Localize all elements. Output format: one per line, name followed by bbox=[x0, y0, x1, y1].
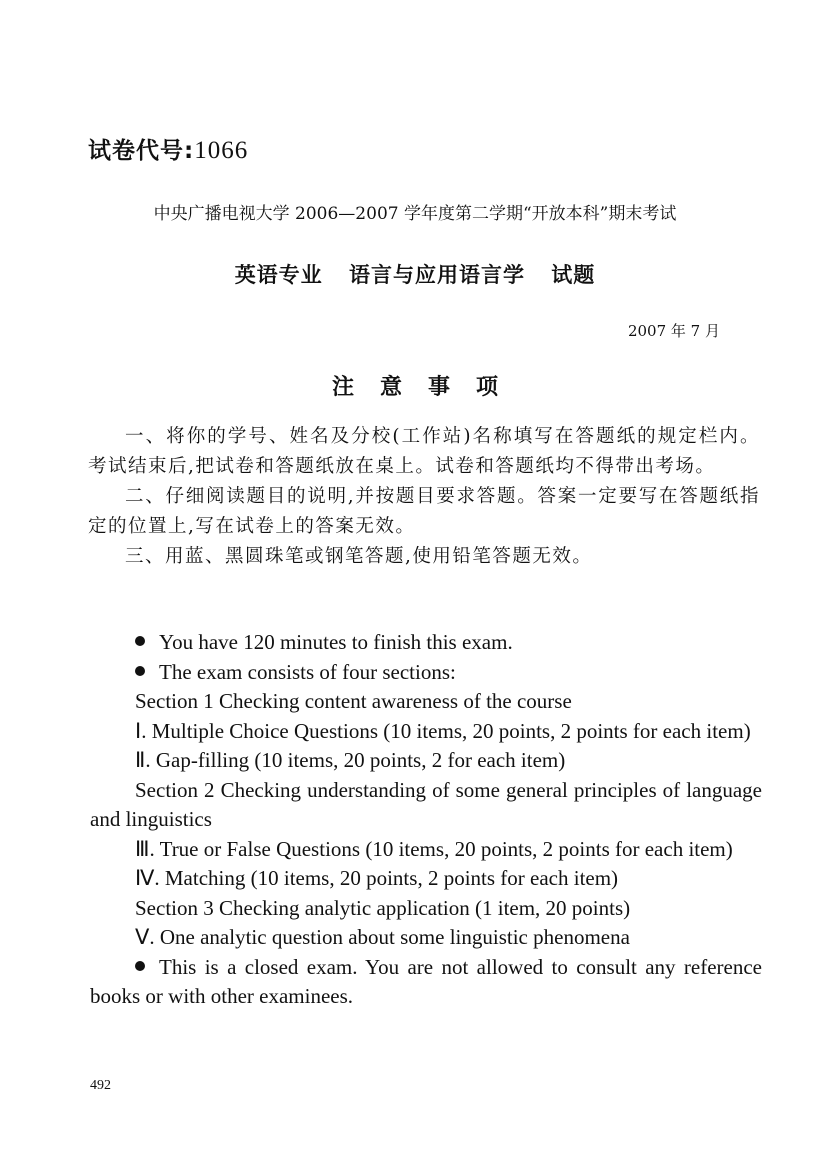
bullet-icon bbox=[135, 961, 145, 971]
instruction-sections: The exam consists of four sections: bbox=[90, 658, 762, 688]
exam-title: 英语专业 语言与应用语言学 试题 bbox=[234, 263, 596, 287]
section-1: Section 1 Checking content awareness of the course bbox=[135, 689, 572, 713]
bullet-icon bbox=[135, 636, 145, 646]
bullet-icon bbox=[135, 666, 145, 676]
instruction-closed-exam: This is a closed exam. You are not allowed to consult any reference books or with other examinees. bbox=[90, 954, 762, 1008]
section-2: Section 2 Checking understanding of some general principles of language and linguistics bbox=[90, 777, 762, 831]
paper-code bbox=[88, 132, 248, 165]
exam-instructions bbox=[90, 628, 762, 1012]
university-title: 中央广播电视大学 2006—2007 学年度第二学期“开放本科”期末考试 bbox=[153, 204, 677, 224]
notice-item-3: 三、用蓝、黑圆珠笔或钢笔答题,使用铅笔答题无效。 bbox=[125, 546, 593, 567]
part-1: Ⅰ. Multiple Choice Questions (10 items, 20 points, 2 points for each item) bbox=[135, 718, 751, 743]
paper-code-number: 1066 bbox=[194, 137, 249, 164]
paper-code-label: 试卷代号: bbox=[88, 138, 195, 164]
section-3: Section 3 Checking analytic application (1 item, 20 points) bbox=[135, 895, 631, 920]
part-4: Ⅳ. Matching (10 items, 20 points, 2 points for each item) bbox=[135, 866, 619, 890]
notice-list bbox=[88, 422, 760, 572]
notice-item-2: 二、仔细阅读题目的说明,并按题目要求答题。答案一定要写在答题纸指定的位置上,写在试卷上的答案无效。 bbox=[88, 486, 760, 537]
part-3: Ⅲ. True or False Questions (10 items, 20 points, 2 points for each item) bbox=[135, 836, 733, 861]
page-number: 492 bbox=[90, 1078, 111, 1093]
notice-item-1: 一、将你的学号、姓名及分校(工作站)名称填写在答题纸的规定栏内。考试结束后,把试卷和答题纸放在桌上。试卷和答题纸均不得带出考场。 bbox=[88, 426, 760, 477]
part-5: Ⅴ. One analytic question about some linguistic phenomena bbox=[135, 925, 630, 949]
exam-date: 2007 年 7 月 bbox=[627, 322, 720, 340]
notice-heading: 注意事项 bbox=[331, 375, 524, 400]
part-2: Ⅱ. Gap-filling (10 items, 20 points, 2 for each item) bbox=[135, 748, 566, 772]
instruction-time: You have 120 minutes to finish this exam. bbox=[90, 628, 762, 658]
